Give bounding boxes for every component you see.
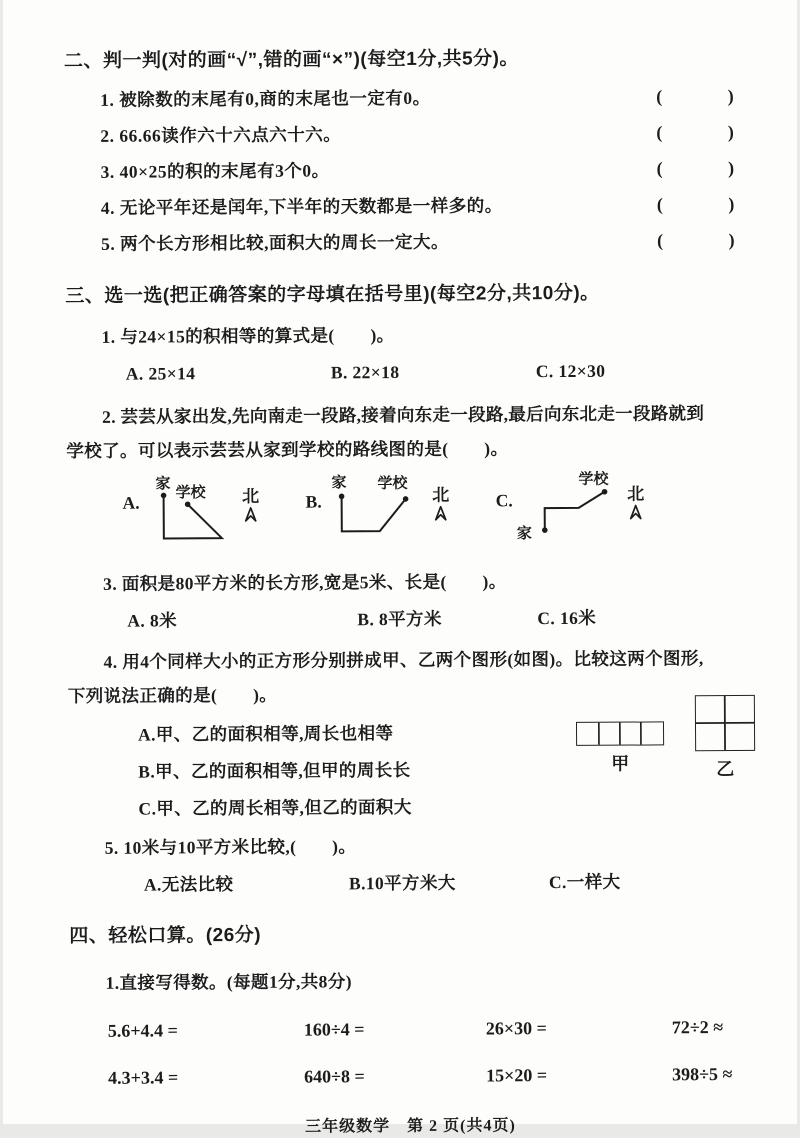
test-paper-page bbox=[3, 0, 797, 1136]
figure-yi-squares bbox=[695, 695, 755, 751]
q3-options bbox=[67, 605, 747, 633]
q3-text: 3. 面积是80平方米的长方形,宽是5米、长是( )。 bbox=[103, 571, 507, 594]
q1-option-b: B. 22×18 bbox=[330, 362, 400, 383]
math-expression: 72÷2 ≈ bbox=[671, 1017, 724, 1038]
judge-item-text: 1. 被除数的末尾有0,商的末尾也一定有0。 bbox=[100, 87, 431, 110]
math-expression: 4.3+3.4 = bbox=[108, 1067, 179, 1088]
figure-jia-label: 甲 bbox=[611, 753, 630, 774]
section-2-title: 二、判一判(对的画“√”,错的画“×”)(每空1分,共5分)。 bbox=[63, 48, 520, 73]
bracket-close: ) bbox=[727, 85, 735, 106]
route-diagram-c bbox=[496, 472, 645, 551]
q1-text: 1. 与24×15的积相等的算式是( )。 bbox=[101, 325, 395, 347]
north-arrow-icon bbox=[242, 506, 260, 523]
figure-yi bbox=[695, 695, 756, 781]
route-path bbox=[342, 496, 406, 531]
page-footer: 三年级数学 第 2 页(共4页) bbox=[305, 1117, 516, 1136]
diagram-c-label: C. bbox=[495, 490, 513, 511]
judge-item-text: 2. 66.66读作六十六点六十六。 bbox=[100, 124, 342, 146]
north-compass bbox=[432, 487, 450, 522]
route-b-drawing bbox=[322, 473, 430, 552]
q5-text: 5. 10米与10平方米比较,( )。 bbox=[104, 836, 357, 858]
diagram-a-label: A. bbox=[122, 492, 140, 513]
q4-option-a: A.甲、乙的面积相等,周长也相等 bbox=[137, 723, 394, 745]
figure-jia bbox=[576, 721, 664, 776]
q3-option-b: B. 8平方米 bbox=[357, 608, 442, 630]
q4-option-c: C.甲、乙的周长相等,但乙的面积大 bbox=[138, 796, 412, 819]
answer-bracket bbox=[656, 122, 744, 144]
route-c-drawing bbox=[513, 472, 625, 551]
judge-item-text: 5. 两个长方形相比较,面积大的周长一定大。 bbox=[100, 231, 449, 254]
school-label: 学校 bbox=[175, 485, 206, 502]
math-expression: 640÷8 = bbox=[304, 1066, 365, 1087]
question-4 bbox=[68, 645, 749, 819]
home-label: 家 bbox=[155, 476, 171, 493]
oral-math-row-1 bbox=[70, 1017, 750, 1042]
judge-item bbox=[65, 191, 745, 231]
north-compass bbox=[627, 486, 645, 521]
route-diagram-b bbox=[305, 473, 450, 552]
bracket-open: ( bbox=[656, 158, 664, 179]
math-expression: 398÷5 ≈ bbox=[672, 1063, 733, 1085]
bracket-open: ( bbox=[656, 86, 663, 107]
judge-item-text: 4. 无论平年还是闰年,下半年的天数都是一样多的。 bbox=[100, 195, 503, 218]
route-path bbox=[545, 492, 605, 530]
q2-text-line1: 2. 芸芸从家出发,先向南走一段路,接着向东走一段路,最后向东北走一段路就到 bbox=[102, 403, 705, 427]
q5-option-b: B.10平方米大 bbox=[348, 872, 456, 894]
school-label: 学校 bbox=[578, 471, 609, 488]
judge-item-text: 3. 40×25的积的末尾有3个0。 bbox=[100, 160, 330, 182]
judge-list bbox=[64, 83, 745, 267]
route-path bbox=[164, 495, 222, 538]
north-label: 北 bbox=[242, 486, 260, 506]
answer-bracket bbox=[656, 86, 744, 108]
bracket-open: ( bbox=[656, 122, 663, 143]
north-arrow-icon bbox=[432, 505, 450, 522]
q5-options bbox=[69, 869, 749, 897]
bracket-open: ( bbox=[656, 194, 664, 215]
math-expression: 26×30 = bbox=[485, 1018, 547, 1039]
q1-option-a: A. 25×14 bbox=[125, 363, 196, 384]
bracket-close: ) bbox=[727, 121, 735, 142]
q5-option-a: A.无法比较 bbox=[143, 874, 234, 895]
home-label: 家 bbox=[331, 475, 347, 492]
school-label: 学校 bbox=[377, 475, 408, 493]
judge-item bbox=[65, 155, 745, 195]
bracket-open: ( bbox=[656, 230, 664, 251]
q4-text-line2: 下列说法正确的是( )。 bbox=[67, 684, 278, 707]
oral-math-row-2 bbox=[70, 1064, 750, 1089]
q2-text-line2: 学校了。可以表示芸芸从家到学校的路线图的是( )。 bbox=[66, 438, 509, 462]
answer-bracket bbox=[657, 194, 745, 216]
answer-bracket bbox=[657, 158, 745, 180]
section-4-title: 四、轻松口算。(26分) bbox=[69, 924, 262, 948]
figure-jia-squares bbox=[576, 721, 664, 746]
answer-bracket bbox=[657, 230, 745, 252]
q3-option-a: A. 8米 bbox=[127, 610, 178, 631]
north-compass bbox=[242, 488, 260, 523]
math-expression: 160÷4 = bbox=[303, 1019, 365, 1040]
north-label: 北 bbox=[432, 485, 450, 505]
route-diagram-a bbox=[122, 474, 259, 553]
section-3-title: 三、选一选(把正确答案的字母填在括号里)(每空2分,共10分)。 bbox=[65, 282, 600, 308]
figure-yi-label: 乙 bbox=[716, 758, 735, 780]
q4-option-b: B.甲、乙的面积相等,但甲的周长长 bbox=[138, 759, 411, 782]
q4-text-line1: 4. 用4个同样大小的正方形分别拼成甲、乙两个图形(如图)。比较这两个图形, bbox=[103, 648, 704, 672]
math-expression: 15×20 = bbox=[486, 1065, 548, 1086]
q3-option-c: C. 16米 bbox=[537, 607, 597, 629]
bracket-close: ) bbox=[728, 193, 735, 214]
math-expression: 5.6+4.4 = bbox=[107, 1020, 178, 1041]
q5-option-c: C.一样大 bbox=[548, 871, 621, 893]
q2-route-diagrams bbox=[66, 471, 747, 561]
home-label: 家 bbox=[516, 526, 532, 543]
route-a-drawing bbox=[139, 474, 239, 553]
bracket-close: ) bbox=[728, 157, 735, 178]
north-arrow-icon bbox=[627, 504, 645, 521]
north-label: 北 bbox=[627, 484, 645, 504]
judge-item bbox=[65, 227, 745, 267]
section-4-sub1: 1.直接写得数。(每题1分,共8分) bbox=[105, 971, 352, 993]
judge-item bbox=[64, 83, 744, 123]
bracket-close: ) bbox=[728, 229, 736, 250]
judge-item bbox=[64, 119, 744, 159]
diagram-b-label: B. bbox=[305, 491, 322, 512]
q1-options bbox=[66, 358, 746, 386]
q1-option-c: C. 12×30 bbox=[535, 360, 606, 382]
